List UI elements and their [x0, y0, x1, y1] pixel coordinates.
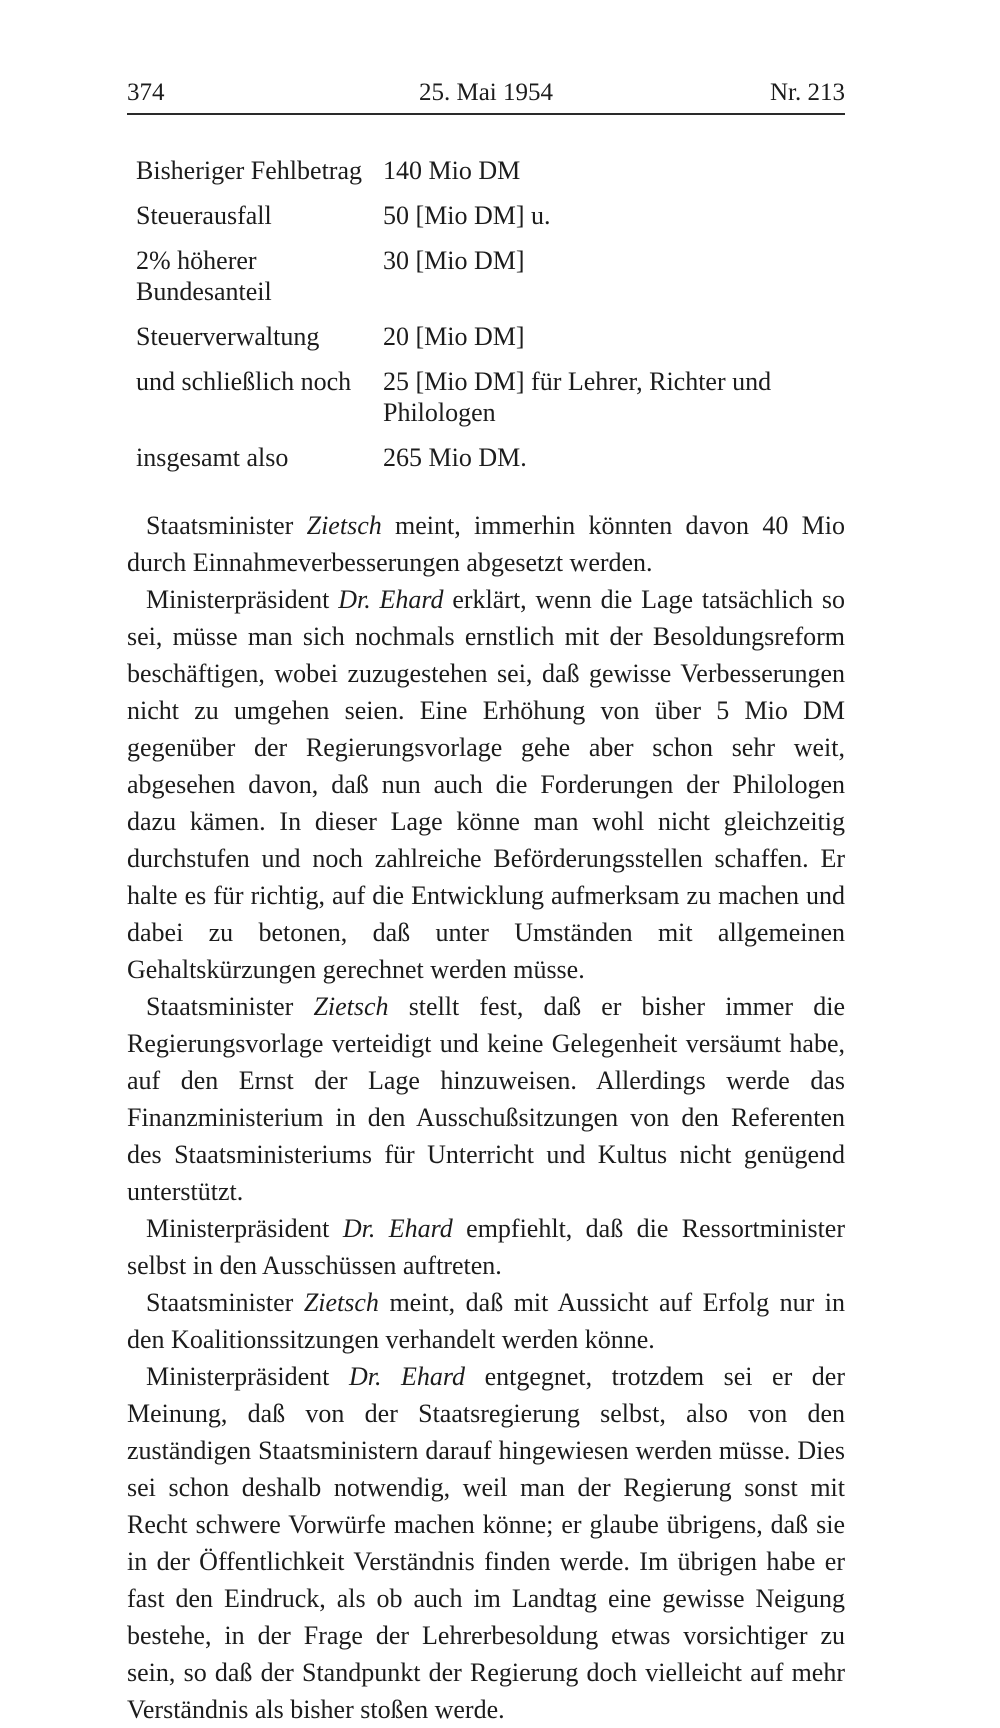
person-name: Zietsch [313, 992, 389, 1021]
table-row-value: 50 [Mio DM] u. [383, 201, 551, 230]
person-name: Dr. Ehard [338, 585, 444, 614]
text-run: Staatsminister [146, 511, 307, 540]
person-name: Zietsch [303, 1288, 379, 1317]
person-name: Zietsch [306, 511, 382, 540]
paragraph [127, 507, 845, 581]
table-row [136, 321, 845, 352]
table-row-value: 140 Mio DM [383, 156, 521, 185]
text-run: Ministerpräsident [146, 1362, 349, 1391]
table-row [136, 200, 845, 231]
table-row-label: Steuerausfall [136, 201, 272, 230]
text-run: stellt fest, daß er bisher immer die Regierungsvorlage verteidigt und keine Gelegenheit versäumt habe, auf den Ernst der Lage hinzuweisen. Allerdings werde das Finanzministerium in den Ausschußsitzungen von den Referenten des Staatsministeriums für Unterricht und Kultus nicht genügend unterstützt. [127, 992, 845, 1206]
paragraph [127, 988, 845, 1210]
header-doc-number: Nr. 213 [770, 79, 845, 106]
document-page [127, 76, 845, 1728]
text-run: meint, daß mit Aussicht auf Erfolg nur in den Koalitionssitzungen verhandelt werden könne. [127, 1288, 845, 1354]
table-row [136, 245, 845, 307]
text-run: Ministerpräsident [146, 585, 339, 614]
table-row-label: Bisheriger Fehlbetrag [136, 156, 362, 185]
paragraph [127, 1210, 845, 1284]
text-run: erklärt, wenn die Lage tatsächlich so sei, müsse man sich nochmals ernstlich mit der Besoldungsreform beschäftigen, wobei zuzugestehen sei, daß gewisse Verbesserungen nicht zu umgehen seien. Eine Erhöhung von über 5 Mio DM gegenüber der Regierungsvorlage gehe aber schon sehr weit, abgesehen davon, daß nun auch die Forderungen der Philologen dazu kämen. In dieser Lage könne man wohl nicht gleichzeitig durchstufen und noch zahlreiche Beförderungsstellen schaffen. Er halte es für richtig, auf die Entwicklung aufmerksam zu machen und dabei zu betonen, daß unter Umständen mit allgemeinen Gehaltskürzungen gerechnet werden müsse. [127, 585, 845, 984]
paragraph [127, 1284, 845, 1358]
paragraph [127, 1358, 845, 1728]
table-row-value: 30 [Mio DM] [383, 246, 525, 275]
person-name: Dr. Ehard [348, 1362, 466, 1391]
text-run: meint, immerhin könnten davon 40 Mio durch Einnahmeverbesserungen abgesetzt werden. [127, 511, 845, 577]
text-run: Staatsminister [146, 992, 314, 1021]
page-number: 374 [127, 79, 165, 106]
table-row-value: 20 [Mio DM] [383, 322, 525, 351]
text-run: entgegnet, trotzdem sei er der Meinung, daß von der Staatsregierung selbst, also von den zuständigen Staatsministern darauf hingewiesen werden müsse. Dies sei schon deshalb notwendig, weil man der Regierung sonst mit Recht schwere Vorwürfe machen könne; er glaube übrigens, daß sie in der Öffentlichkeit Verständnis finden werde. Im übrigen habe er fast den Eindruck, als ob auch im Landtag eine gewisse Neigung bestehe, in der Frage der Lehrerbesoldung etwas vorsichtiger zu sein, so daß der Standpunkt der Regierung doch vielleicht auf mehr Verständnis als bisher stoßen werde. [127, 1362, 845, 1724]
text-run: Staatsminister [146, 1288, 304, 1317]
page-header [127, 76, 845, 110]
table-row [136, 366, 845, 428]
table-row-value: 25 [Mio DM] für Lehrer, Richter und Philologen [383, 367, 772, 427]
table-row-label: 2% höherer Bundesanteil [136, 246, 272, 306]
text-run: empfiehlt, daß die Ressortminister selbst in den Ausschüssen auftreten. [127, 1214, 845, 1280]
table-row [136, 155, 845, 186]
table-row-label: und schließlich noch [136, 367, 352, 396]
budget-table [136, 155, 845, 473]
header-date: 25. Mai 1954 [418, 79, 554, 106]
person-name: Dr. Ehard [342, 1214, 453, 1243]
table-row [136, 442, 845, 473]
paragraph [127, 581, 845, 988]
table-row-label: Steuerverwaltung [136, 322, 320, 351]
table-row-value: 265 Mio DM. [383, 443, 527, 472]
header-rule [127, 113, 845, 115]
body-paragraphs [127, 507, 845, 1728]
text-run: Ministerpräsident [146, 1214, 343, 1243]
table-row-label: insgesamt also [136, 443, 289, 472]
